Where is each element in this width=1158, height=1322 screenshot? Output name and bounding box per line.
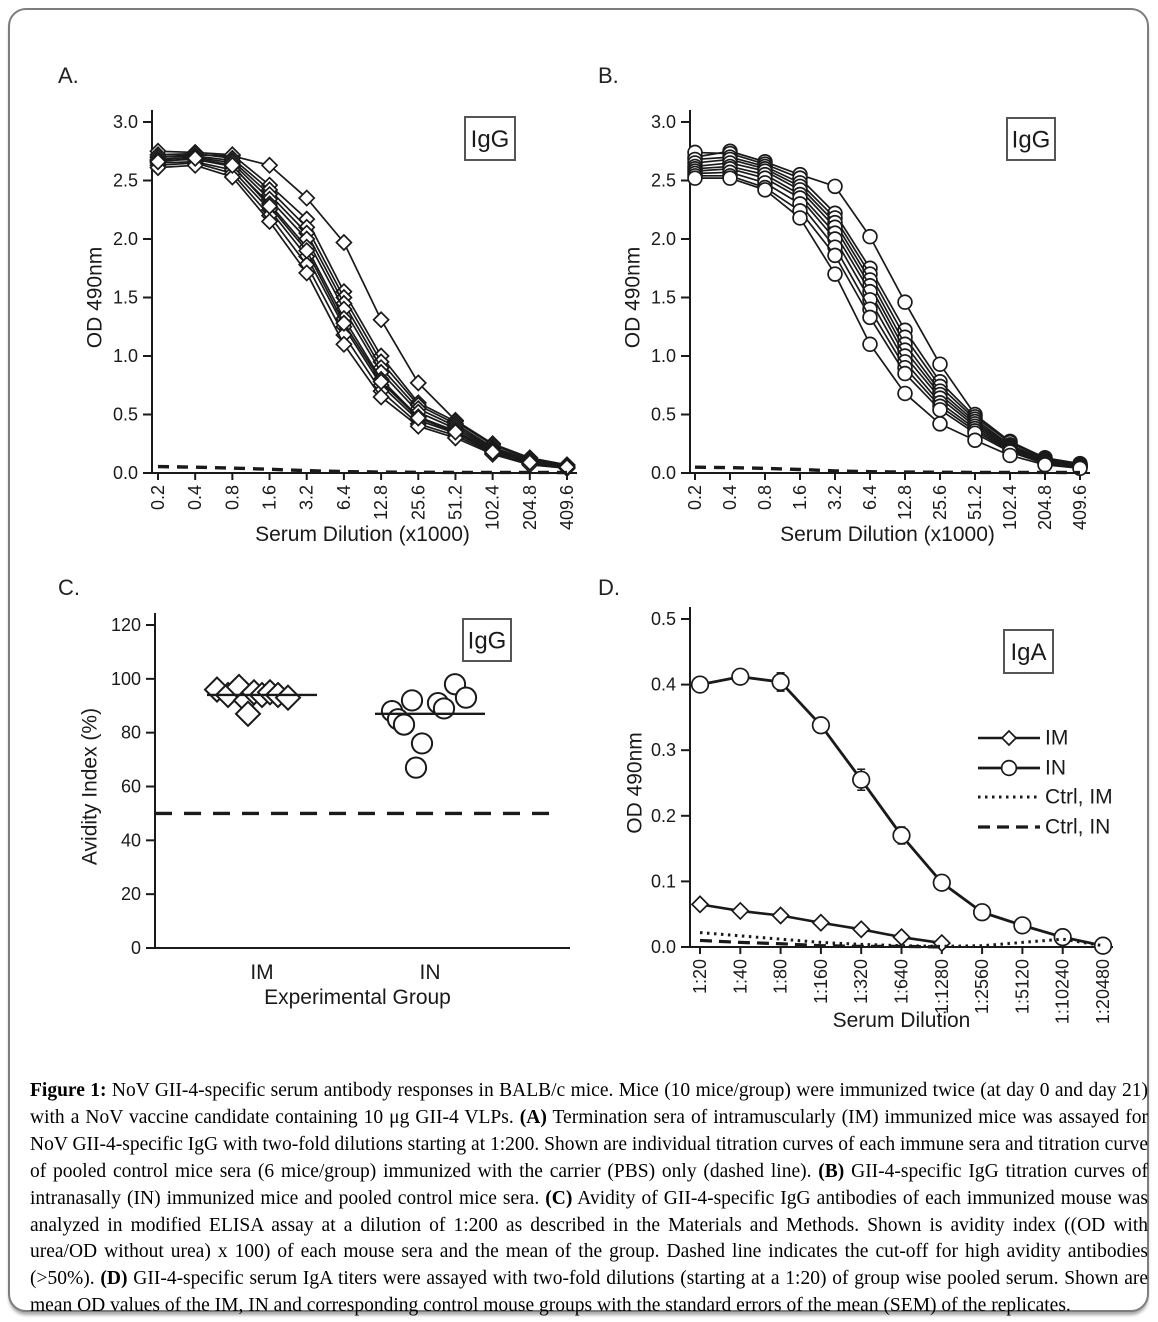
axes	[111, 613, 570, 958]
svg-text:0: 0	[130, 938, 141, 958]
svg-text:204.8: 204.8	[519, 485, 540, 531]
svg-text:3.0: 3.0	[650, 112, 676, 132]
svg-text:60: 60	[120, 776, 141, 797]
series-mouse-1	[688, 144, 1087, 470]
panel-tag	[1004, 630, 1053, 673]
chart-c-avidity-scatter	[40, 567, 585, 1037]
svg-text:0.2: 0.2	[685, 485, 705, 511]
svg-text:20: 20	[120, 884, 141, 905]
legend	[978, 727, 1113, 839]
svg-text:100: 100	[110, 668, 141, 689]
series-mouse-9	[688, 169, 1087, 474]
svg-text:1:20: 1:20	[690, 959, 710, 995]
panel-a-letter: A.	[58, 63, 79, 88]
series-mouse-8	[151, 155, 575, 475]
x-axis-title: Serum Dilution (x1000)	[255, 523, 470, 546]
legend-label-IN: IN	[1045, 756, 1066, 780]
svg-text:1.6: 1.6	[259, 485, 280, 511]
svg-text:0.5: 0.5	[112, 404, 138, 425]
svg-text:0.4: 0.4	[720, 485, 740, 511]
svg-text:2.0: 2.0	[112, 229, 138, 249]
series-mouse-5	[688, 156, 1087, 473]
svg-text:409.6: 409.6	[1070, 485, 1090, 531]
series-control-pooled	[158, 467, 567, 473]
svg-text:1.0: 1.0	[112, 346, 138, 366]
figure-border-box	[8, 8, 1149, 1317]
series-mouse-10	[151, 151, 575, 475]
series-mouse-4	[151, 148, 575, 473]
group-IM	[205, 675, 317, 984]
svg-text:IgG: IgG	[467, 627, 507, 655]
figure-caption: Figure 1: NoV GII-4-specific serum antibody responses in BALB/c mice. Mice (10 mice/group) were immunized twice (at day 0 and day 21) with a NoV vaccine candidate containing 10 μg GII-4 VLPs. (A) Termination sera of intramuscularly (IM) immunized mice was assayed for NoV GII-4-specific IgG with two-fold dilutions starting at 1:200. Shown are individual titration curves of each immune sera and titration curve of pooled control mice sera (6 mice/group) immunized with the carrier (PBS) only (dashed line). (B) GII-4-specific IgG titration curves of intranasally (IN) immunized mice and pooled control mice sera. (C) Avidity of GII-4-specific IgG antibodies of each immunized mouse was analyzed in modified ELISA assay at a dilution of 1:200 as described in the Materials and Methods. Shown is avidity index ((OD with urea/OD without urea) x 100) of each mouse sera and the mean of the group. Dashed line indicates the cut-off for high avidity antibodies (>50%). (D) GII-4-specific serum IgA titers were assayed with two-fold dilutions (starting at a 1:20) of group wise pooled serum. Shown are mean OD values of the IM, IN and corresponding control mouse groups with the standard errors of the mean (SEM) of the replicates.	[30, 1080, 1149, 1317]
series-mouse-9	[151, 158, 575, 476]
svg-text:0.1: 0.1	[650, 871, 676, 892]
legend-label-Ctrl-IM: Ctrl, IM	[1045, 785, 1113, 809]
panel-tag	[463, 619, 511, 661]
series-mouse-7	[151, 154, 575, 474]
svg-text:409.6: 409.6	[557, 485, 577, 531]
svg-text:1:320: 1:320	[851, 959, 872, 1005]
series-mouse-3	[151, 146, 575, 473]
svg-text:0.5: 0.5	[650, 404, 676, 425]
svg-text:0.0: 0.0	[650, 937, 676, 957]
svg-text:0.2: 0.2	[650, 805, 676, 826]
panel-tag	[1007, 118, 1055, 160]
series-mouse-4	[688, 153, 1087, 473]
svg-text:IgG: IgG	[1011, 126, 1051, 154]
svg-text:0.3: 0.3	[650, 740, 676, 761]
panel-d-letter: D.	[598, 575, 620, 600]
group-label-IN: IN	[419, 961, 441, 984]
svg-text:0.0: 0.0	[112, 463, 138, 483]
panel-d	[580, 567, 1125, 1042]
svg-text:0.0: 0.0	[650, 463, 676, 483]
svg-text:1:2560: 1:2560	[972, 959, 993, 1015]
series-mouse-2	[151, 144, 575, 474]
svg-text:80: 80	[120, 722, 141, 743]
x-axis-title: Serum Dilution	[832, 1009, 971, 1032]
svg-text:0.2: 0.2	[148, 485, 168, 511]
series-control-pooled	[695, 467, 1080, 472]
svg-text:1.6: 1.6	[790, 485, 810, 511]
svg-text:102.4: 102.4	[482, 485, 503, 531]
svg-text:1:80: 1:80	[770, 959, 791, 995]
y-axis-title: Avidity Index (%)	[78, 707, 102, 866]
chart-d-iga-titration	[580, 567, 1125, 1042]
svg-text:6.4: 6.4	[333, 485, 354, 511]
svg-text:12.8: 12.8	[895, 485, 915, 521]
svg-text:12.8: 12.8	[371, 485, 392, 521]
svg-text:3.2: 3.2	[296, 485, 317, 511]
svg-text:204.8: 204.8	[1035, 485, 1055, 531]
legend-label-Ctrl-IN: Ctrl, IN	[1045, 815, 1111, 839]
svg-text:1:160: 1:160	[810, 959, 831, 1005]
panel-b-letter: B.	[598, 63, 619, 88]
svg-text:2.0: 2.0	[650, 229, 676, 249]
svg-text:0.4: 0.4	[650, 674, 676, 695]
svg-text:1.5: 1.5	[650, 287, 676, 308]
panel-c	[40, 567, 585, 1037]
svg-text:25.6: 25.6	[408, 485, 429, 521]
svg-text:1:10240: 1:10240	[1052, 959, 1073, 1025]
svg-text:IgG: IgG	[470, 126, 510, 153]
svg-text:2.5: 2.5	[112, 170, 138, 191]
svg-text:1:640: 1:640	[891, 959, 912, 1005]
legend-label-IM: IM	[1045, 726, 1069, 750]
svg-text:1:40: 1:40	[730, 959, 751, 995]
svg-text:3.2: 3.2	[825, 485, 845, 511]
y-axis-title: OD 490nm	[623, 732, 647, 834]
svg-text:102.4: 102.4	[1000, 485, 1020, 531]
group-IN	[375, 674, 485, 984]
panel-tag	[465, 117, 515, 160]
svg-text:120: 120	[110, 615, 141, 635]
panel-c-letter: C.	[58, 575, 80, 600]
svg-text:51.2: 51.2	[965, 485, 985, 521]
svg-text:1:5120: 1:5120	[1012, 959, 1033, 1015]
y-axis-title: OD 490nm	[83, 246, 107, 349]
svg-text:0.8: 0.8	[755, 485, 775, 511]
svg-text:2.5: 2.5	[650, 170, 676, 191]
group-label-IM: IM	[250, 961, 274, 984]
series-mouse-1	[151, 147, 575, 472]
svg-text:0.5: 0.5	[650, 609, 676, 629]
x-ticks	[148, 473, 577, 530]
y-axis-title: OD 490nm	[621, 246, 645, 349]
svg-text:1.0: 1.0	[650, 346, 676, 366]
svg-text:IgA: IgA	[1010, 639, 1047, 666]
chart-b-igg-in-titration	[580, 55, 1125, 560]
svg-text:40: 40	[120, 830, 141, 851]
svg-text:3.0: 3.0	[112, 112, 138, 132]
svg-text:1:1280: 1:1280	[931, 959, 952, 1015]
svg-text:51.2: 51.2	[445, 485, 466, 521]
svg-text:0.4: 0.4	[185, 485, 206, 511]
svg-text:6.4: 6.4	[860, 485, 880, 511]
x-axis-title: Serum Dilution (x1000)	[780, 523, 995, 546]
series-IN	[692, 668, 1112, 954]
svg-text:1.5: 1.5	[112, 287, 138, 308]
series-mouse-6	[151, 152, 575, 475]
series-mouse-2	[688, 146, 1087, 472]
panel-a	[40, 55, 585, 560]
panel-b	[580, 55, 1125, 560]
svg-text:1:20480: 1:20480	[1093, 959, 1113, 1025]
svg-text:0.8: 0.8	[222, 485, 243, 511]
chart-a-igg-im-titration	[40, 55, 585, 560]
x-axis-title: Experimental Group	[264, 986, 451, 1009]
svg-text:25.6: 25.6	[930, 485, 950, 521]
x-ticks	[685, 473, 1090, 530]
series-mouse-5	[151, 150, 575, 475]
